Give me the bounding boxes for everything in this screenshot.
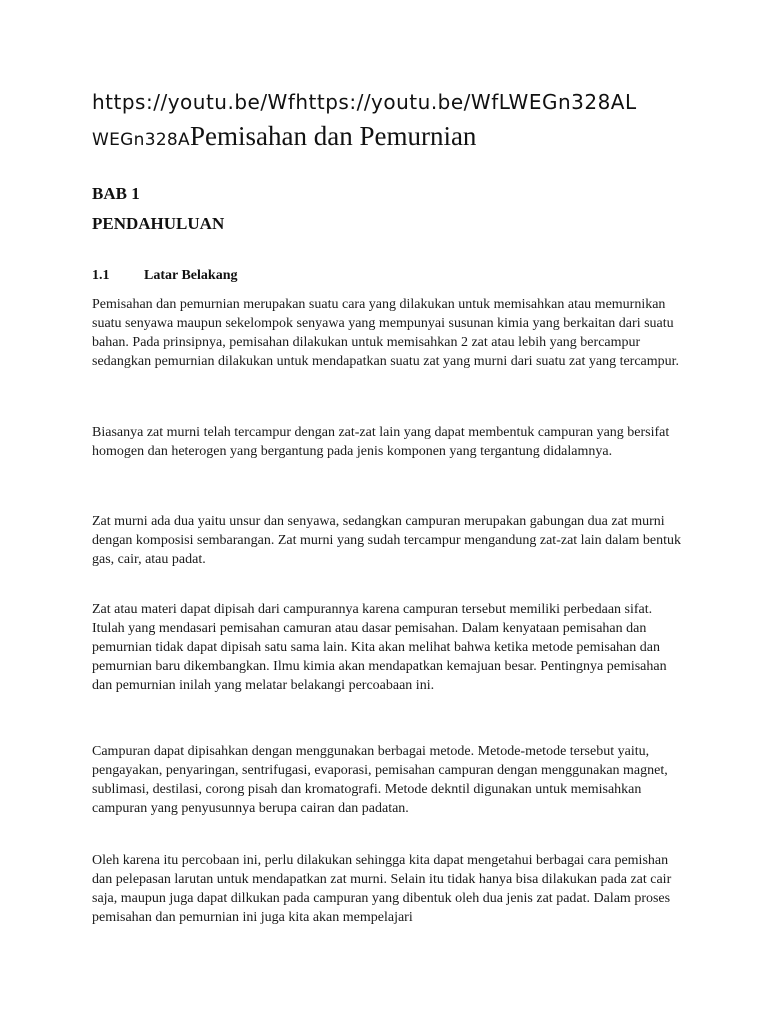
section-title: Latar Belakang (144, 268, 238, 283)
title-main-text: Pemisahan dan Pemurnian (189, 121, 477, 151)
title-url-continuation: WEGn328A (92, 130, 190, 150)
chapter-label: BAB 1 (92, 184, 140, 203)
title-url-text: https://youtu.be/Wfhttps://youtu.be/WfLWEGn328AL (92, 90, 637, 114)
title-line-2 (92, 118, 692, 154)
paragraph: Oleh karena itu percobaan ini, perlu dilakukan sehingga kita dapat mengetahui berbagai cara pemishan dan pelepasan larutan untuk mendapatkan zat murni. Selain itu tidak hanya bisa dilakukan pada zat cair saja, maupun juga dapat dilkukan pada campuran yang dibentuk oleh dua jenis zat padat. Dalam proses pemisahan dan pemurnian ini juga kita akan mempelajari (92, 853, 672, 925)
chapter-title: PENDAHULUAN (92, 214, 225, 233)
paragraph: Campuran dapat dipisahkan dengan menggunakan berbagai metode. Metode-metode tersebut yaitu, pengayakan, penyaringan, sentrifugasi, evaporasi, pemisahan campuran dengan menggunakan magnet, sublimasi, destilasi, corong pisah dan kromatografi. Metode dekntil digunakan untuk memisahkan campuran yang penyusunnya berupa cairan dan padatan. (92, 744, 668, 816)
title-line-1 (92, 86, 692, 118)
paragraph: Pemisahan dan pemurnian merupakan suatu cara yang dilakukan untuk memisahkan atau memurnikan suatu senyawa maupun sekelompok senyawa yang mempunyai susunan kimia yang berkaitan dari suatu bahan. Pada prinsipnya, pemisahan dilakukan untuk memisahkan 2 zat atau lebih yang bercampur sedangkan pemurnian dilakukan untuk mendapatkan suatu zat yang murni dari suatu zat yang tercampur. (92, 297, 680, 369)
paragraph: Biasanya zat murni telah tercampur dengan zat-zat lain yang dapat membentuk campuran yang bersifat homogen dan heterogen yang bergantung pada jenis komponen yang tergantung didalamnya. (92, 425, 670, 459)
section-heading (92, 268, 237, 284)
document-title (92, 86, 692, 154)
paragraph: Zat murni ada dua yaitu unsur dan senyawa, sedangkan campuran merupakan gabungan dua zat murni dengan komposisi sembarangan. Zat murni yang sudah tercampur mengandung zat-zat lain dalam bentuk gas, cair, atau padat. (92, 514, 681, 567)
section-number: 1.1 (92, 268, 110, 283)
paragraph: Zat atau materi dapat dipisah dari campurannya karena campuran tersebut memiliki perbedaan sifat. Itulah yang mendasari pemisahan camuran atau dasar pemisahan. Dalam kenyataan pemisahan dan pemurnian tidak dapat dipisah satu sama lain. Kita akan melihat bahwa ketika metode pemisahan dan pemurnian baru dikembangkan. Ilmu kimia akan mendapatkan kemajuan besar. Pentingnya pemisahan dan pemurnian inilah yang melatar belakangi percoabaan ini. (92, 602, 667, 693)
